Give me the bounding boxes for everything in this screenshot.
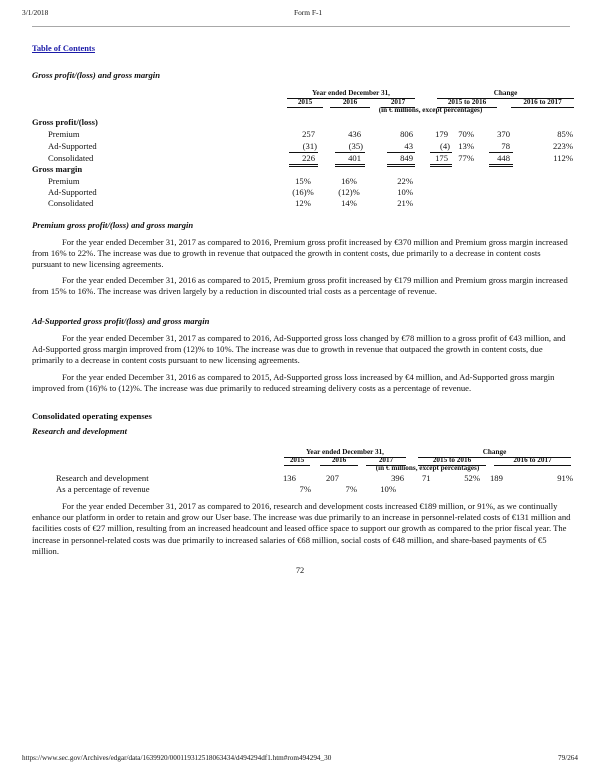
cell-rnd-chg2-abs: 189	[490, 473, 503, 483]
row-label-rnd-pct-revenue: As a percentage of revenue	[56, 484, 150, 494]
double-underline	[489, 164, 513, 167]
paragraph-rnd-2017: For the year ended December 31, 2017 as compared to 2016, research and development costs increased €189 million, or 91%, as we continually enhance our platform in order to retain and grow our User base. The increase was due primarily to an increase in personnel-related costs of €131 million and facilities costs of €27 million, resulting from an increased headcount and leased office space to support our growth as compared to the prior fiscal year. The increase in personnel-related costs was due primarily to increased salaries of €68 million, social costs of €48 million, and share-based payments of €5 million.	[32, 501, 571, 556]
header-units: (in € millions, except percentages)	[378, 106, 483, 114]
row-label-premium: Premium	[48, 129, 80, 139]
row-label-consolidated: Consolidated	[48, 153, 94, 163]
cell-consolidated-margin-2016: 14%	[341, 198, 357, 208]
cell-consolidated-2017: 849	[400, 153, 413, 163]
cell-ad-margin-2015: (16)%	[292, 187, 314, 197]
paragraph-premium-2017: For the year ended December 31, 2017 as compared to 2016, Premium gross profit increased by €370 million and Premium gross margin increased from 16% to 22%. The increase was due to growth in revenue that outpaced the growth in content costs, due primarily to a decrease in content costs pursuant to new licensing agreements.	[32, 237, 568, 270]
cell-rnd-pct-2016: 7%	[345, 484, 357, 494]
footer-page-count: 79/264	[558, 754, 578, 762]
row-label-ad-supported-margin: Ad-Supported	[48, 187, 97, 197]
header-change: Change	[437, 89, 574, 99]
row-label-premium-margin: Premium	[48, 176, 80, 186]
cell-premium-margin-2016: 16%	[341, 176, 357, 186]
cell-rnd-chg2-pct: 91%	[557, 473, 573, 483]
cell-premium-chg1-abs: 179	[435, 129, 448, 139]
cell-consolidated-chg1-pct: 77%	[458, 153, 474, 163]
cell-consolidated-chg1-abs: 175	[435, 153, 448, 163]
print-date: 3/1/2018	[22, 8, 49, 17]
cell-consolidated-chg2-abs: 448	[497, 153, 510, 163]
cell-premium-chg1-pct: 70%	[458, 129, 474, 139]
cell-ad-2015: (31)	[302, 141, 317, 151]
paragraph-premium-2016: For the year ended December 31, 2016 as compared to 2015, Premium gross profit increased by €179 million and Premium gross margin increased from 15% to 16%. The increase was driven largely by a reduction in discounted trial costs as a percentage of revenue.	[32, 275, 568, 297]
section-title-consolidated-opex: Consolidated operating expenses	[32, 411, 152, 421]
table-of-contents-link[interactable]: Table of Contents	[32, 44, 95, 53]
header-2016-to-2017: 2016 to 2017	[511, 98, 574, 108]
header-2016-to-2017: 2016 to 2017	[494, 456, 571, 466]
cell-ad-margin-2016: (12)%	[338, 187, 360, 197]
double-underline	[335, 164, 365, 167]
cell-rnd-2015: 136	[283, 473, 296, 483]
paragraph-ad-2016: For the year ended December 31, 2016 as compared to 2015, Ad-Supported gross loss increased by €4 million, and Ad-Supported gross margin improved from (16)% to (12)%. The increase was due primarily to reduced streaming delivery costs as a percentage of revenue.	[32, 372, 555, 394]
group-label-gross-margin: Gross margin	[32, 164, 83, 174]
cell-rnd-chg1-pct: 52%	[464, 473, 480, 483]
header-2015: 2015	[287, 98, 323, 108]
cell-rnd-chg1-abs: 71	[422, 473, 431, 483]
cell-consolidated-margin-2015: 12%	[295, 198, 311, 208]
page-header	[22, 8, 580, 20]
header-2015-to-2016: 2015 to 2016	[437, 98, 497, 108]
header-change: Change	[418, 448, 571, 458]
cell-rnd-2016: 207	[326, 473, 339, 483]
header-2017: 2017	[381, 98, 415, 108]
header-year-ended: Year ended December 31,	[284, 448, 406, 458]
cell-premium-2016: 436	[348, 129, 361, 139]
cell-ad-chg1-pct: 13%	[458, 141, 474, 151]
cell-consolidated-2015: 226	[302, 153, 315, 163]
header-2015-to-2016: 2015 to 2016	[418, 456, 486, 466]
row-label-rnd: Research and development	[56, 473, 149, 483]
header-2016: 2016	[330, 98, 370, 108]
header-year-ended: Year ended December 31,	[287, 89, 415, 99]
cell-premium-2017: 806	[400, 129, 413, 139]
cell-rnd-pct-2017: 10%	[380, 484, 396, 494]
cell-ad-2017: 43	[404, 141, 413, 151]
cell-consolidated-chg2-pct: 112%	[553, 153, 573, 163]
section-title-ad-supported: Ad-Supported gross profit/(loss) and gross margin	[32, 316, 210, 326]
page-number: 72	[295, 566, 305, 575]
cell-rnd-2017: 396	[391, 473, 404, 483]
section-title-premium: Premium gross profit/(loss) and gross margin	[32, 220, 194, 230]
cell-ad-2016: (35)	[348, 141, 363, 151]
row-label-consolidated-margin: Consolidated	[48, 198, 94, 208]
double-underline	[387, 164, 415, 167]
paragraph-ad-2017: For the year ended December 31, 2017 as compared to 2016, Ad-Supported gross loss changed by €78 million to a gross profit of €43 million, and Ad-Supported gross margin improved from (12)% to 10%. The increase was due to growth in revenue that outpaced the growth in content costs, due primarily to a decrease in content costs pursuant to new licensing agreements.	[32, 333, 566, 366]
cell-premium-2015: 257	[302, 129, 315, 139]
cell-premium-margin-2015: 15%	[295, 176, 311, 186]
cell-ad-margin-2017: 10%	[397, 187, 413, 197]
cell-consolidated-2016: 401	[348, 153, 361, 163]
document-title: Form F-1	[294, 8, 323, 17]
cell-ad-chg2-abs: 78	[501, 141, 510, 151]
header-units: (in € millions, except percentages)	[375, 464, 480, 472]
cell-rnd-pct-2015: 7%	[299, 484, 311, 494]
cell-premium-margin-2017: 22%	[397, 176, 413, 186]
double-underline	[430, 164, 452, 167]
cell-ad-chg2-pct: 223%	[552, 141, 573, 151]
group-label-gross-profit: Gross profit/(loss)	[32, 117, 98, 127]
header-2016: 2016	[320, 456, 358, 466]
footer-url: https://www.sec.gov/Archives/edgar/data/1639920/000119312518063434/d494294df1.htm#rom494294_30	[22, 754, 332, 762]
double-underline	[289, 164, 318, 167]
header-2015: 2015	[284, 456, 310, 466]
section-title-rnd: Research and development	[32, 426, 127, 436]
cell-premium-chg2-pct: 85%	[557, 129, 573, 139]
cell-consolidated-margin-2017: 21%	[397, 198, 413, 208]
cell-premium-chg2-abs: 370	[497, 129, 510, 139]
header-2017: 2017	[366, 456, 406, 466]
section-title-gross-profit: Gross profit/(loss) and gross margin	[32, 70, 160, 80]
row-label-ad-supported: Ad-Supported	[48, 141, 97, 151]
cell-ad-chg1-abs: (4)	[439, 141, 450, 151]
header-divider	[32, 26, 570, 27]
